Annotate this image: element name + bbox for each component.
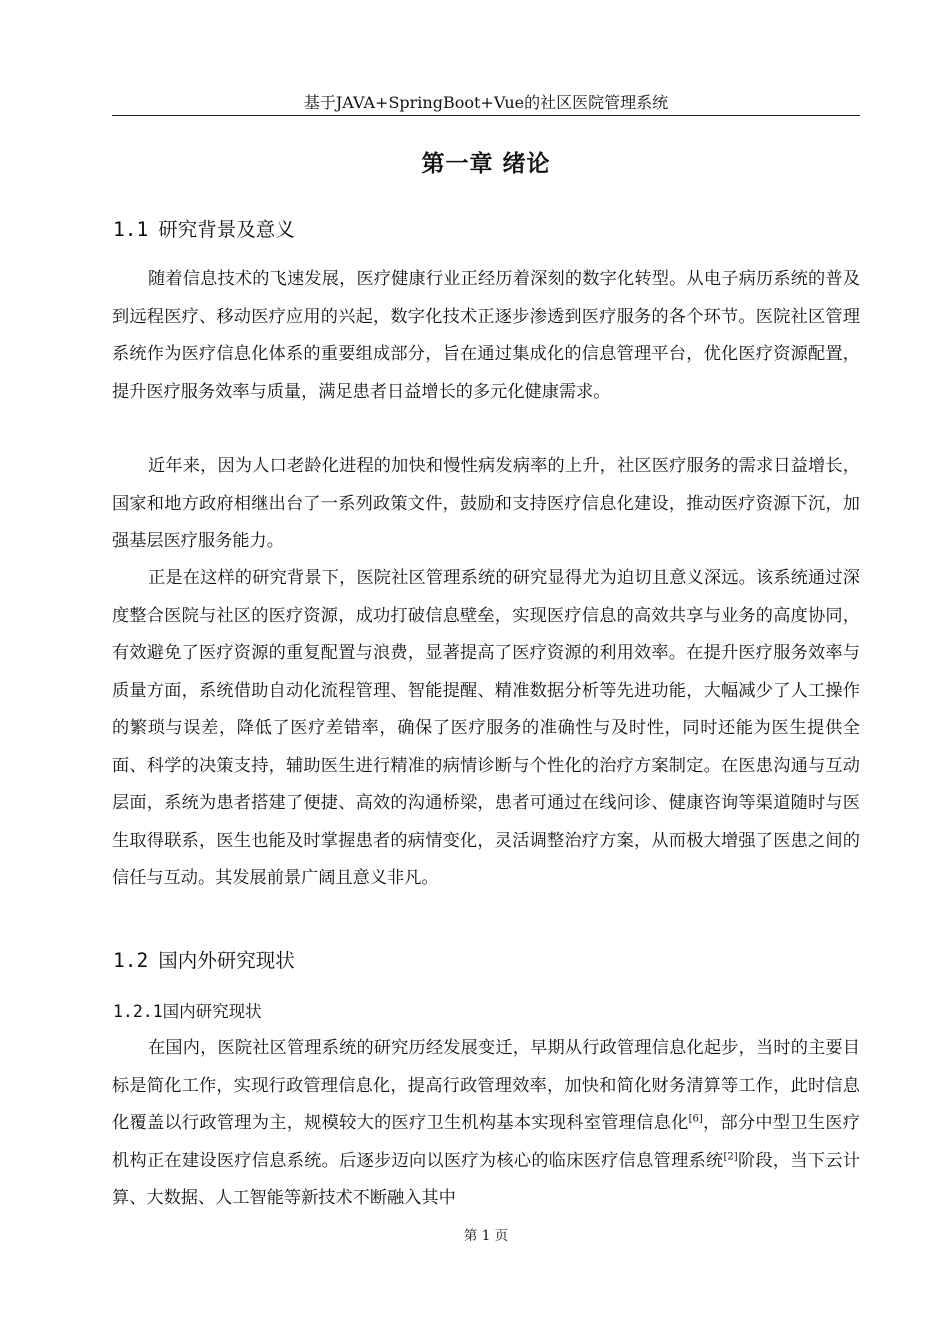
page-number: 第 1 页: [463, 1228, 509, 1244]
paragraph-3: 正是在这样的研究背景下，医院社区管理系统的研究显得尤为迫切且意义深远。该系统通过深度整合医院与社区的医疗资源，成功打破信息壁垒，实现医疗信息的高效共享与业务的高度协同，有效避免了医疗资源的重复配置与浪费，显著提高了医疗资源的利用效率。在提升医疗服务效率与质量方面，系统借助自动化流程管理、智能提醒、精准数据分析等先进功能，大幅减少了人工操作的繁琐与误差，降低了医疗差错率，确保了医疗服务的准确性与及时性，同时还能为医生提供全面、科学的决策支持，辅助医生进行精准的病情诊断与个性化的治疗方案制定。在医患沟通与互动层面，系统为患者搭建了便捷、高效的沟通桥梁，患者可通过在线问诊、健康咨询等渠道随时与医生取得联系，医生也能及时掌握患者的病情变化，灵活调整治疗方案，从而极大增强了医患之间的信任与互动。其发展前景广阔且意义非凡。: [112, 568, 860, 888]
paragraph-text: 阶段，当下云计算、大数据、人工智能等新技术不断融入其中: [112, 1150, 860, 1208]
section-number: 1.1: [113, 218, 149, 241]
citation: [2]: [723, 1150, 738, 1162]
paragraph-2: 近年来，因为人口老龄化进程的加快和慢性病发病率的上升，社区医疗服务的需求日益增长，国家和地方政府相继出台了一系列政策文件，鼓励和支持医疗信息化建设，推动医疗资源下沉，加强基层医疗服务能力。: [112, 456, 860, 551]
section-title: 国内外研究现状: [158, 949, 295, 972]
subsection-number: 1.2.1: [113, 1002, 163, 1021]
section-heading-1-1: [113, 216, 295, 244]
citation: [6]: [688, 1113, 703, 1125]
paragraph-text: 在国内，医院社区管理系统的研究历经发展变迁，早期从行政管理信息化起步，当时的主要目标是简化工作，实现行政管理信息化，提高行政管理效率，加快和简化财务清算等工作，此时信息化覆盖以行政管理为主，规模较大的医疗卫生机构基本实现科室管理信息化: [112, 1038, 860, 1133]
section-title: 研究背景及意义: [158, 218, 295, 241]
section-heading-1-2: [113, 947, 295, 975]
running-header: 基于JAVA+SpringBoot+Vue的社区医院管理系统: [303, 93, 669, 112]
paragraph-1: 随着信息技术的飞速发展，医疗健康行业正经历着深刻的数字化转型。从电子病历系统的普及到远程医疗、移动医疗应用的兴起，数字化技术正逐步渗透到医疗服务的各个环节。医院社区管理系统作为医疗信息化体系的重要组成部分，旨在通过集成化的信息管理平台，优化医疗资源配置，提升医疗服务效率与质量，满足患者日益增长的多元化健康需求。: [112, 269, 860, 402]
section-number: 1.2: [113, 949, 149, 972]
header-rule: [112, 115, 860, 116]
paragraph-text: ，部分中型卫生医疗机构正在建设医疗信息系统。后逐步迈向以医疗为核心的临床医疗信息管理系统: [112, 1113, 860, 1171]
subsection-title: 国内研究现状: [162, 1002, 262, 1021]
paragraph-4: [112, 1030, 860, 1218]
subsection-heading-1-2-1: [113, 1000, 262, 1024]
chapter-title: 第一章 绪论: [421, 151, 551, 177]
